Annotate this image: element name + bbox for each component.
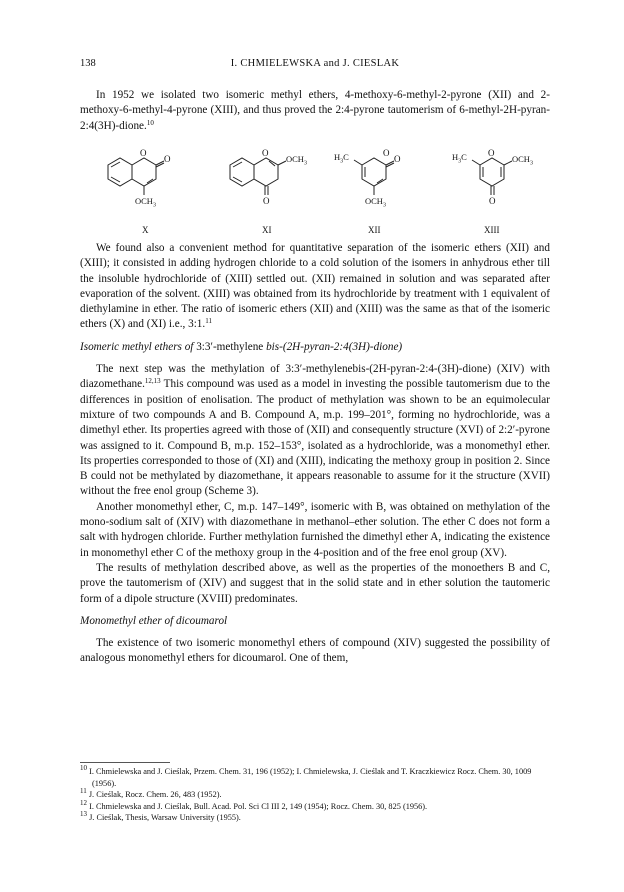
paragraph-results: The results of methylation described above, as well as the properties of the monoethers B and C, prove the tautomerism of (XIV) and suggest that in the solid state and in ether solution the tautomeric form of a dipole structure (XVIII) predominates. — [80, 561, 550, 605]
atom-h3c: $H_3C$ — [452, 152, 467, 165]
structure-xii — [354, 158, 394, 195]
footnote: $^{11}$ J. Cieślak, Rocz. Chem. 26, 483 (1952). — [80, 787, 222, 800]
citation-ref: 10 — [146, 118, 154, 127]
paragraph-dicoumarol: The existence of two isomeric monomethyl ethers of compound (XIV) suggested the possibility of analogous monomethyl ethers for dicoumarol. One of them, — [80, 637, 550, 665]
footnote: $^{13}$ J. Cieślak, Thesis, Warsaw University (1955). — [80, 810, 241, 823]
footnote: $^{10}$ I. Chmielewska and J. Cieślak, Przem. Chem. 31, 196 (1952); I. Chmielewska, J. Cieślak and T. Kraczkiewicz Rocz. Chem. 30, 1009 (1956). — [80, 764, 532, 788]
structure-xi — [230, 158, 286, 195]
atom-och3: $OCH_3$ — [286, 154, 307, 167]
structure-x — [108, 158, 164, 195]
footnotes — [80, 766, 550, 824]
body-text — [80, 241, 550, 667]
section-heading-isomeric-ethers: Isomeric methyl ethers of 3:3′-methylene bis-(2H-pyran-2:4(3H)-dione) — [80, 340, 403, 353]
running-header — [80, 58, 550, 74]
citation-ref: 11 — [205, 317, 212, 326]
atom-och3: $OCH_3$ — [512, 154, 533, 167]
structure-xiii — [472, 158, 512, 195]
pyrone-structures-figure — [80, 145, 550, 237]
paragraph-separation: We found also a convenient method for quantitative separation of the isomeric ethers (XII) and (XIII); it consisted in adding hydrogen chloride to a cold solution of the isomers in anhydrous ether till the insoluble hydrochloride of (XIII) settled out. (XII) remained in solution and was separated after evaporation of the solvent. (XIII) was obtained from its hydrochloride by treatment with 1 equivalent of diethylamine in ether. The ratio of isomeric ethers (XII) and (XIII) was the same as that of the isomeric ethers (X) and (XI) i.e., 3:1.11 — [80, 242, 550, 331]
footnote-rule — [80, 762, 170, 763]
intro-paragraph: In 1952 we isolated two isomeric methyl ethers, 4-methoxy-6-methyl-2-pyrone (XII) and 2-methoxy-6-methyl-4-pyrone (XIII), and thus proved the 2:4-pyrone tautomerism of 6-methyl-2H-pyran-2:4(3H)-dione.$^{10}$ — [80, 89, 550, 132]
structure-drawings — [80, 145, 550, 237]
compound-label-xi: XI — [262, 225, 272, 235]
intro-paragraph-block — [80, 88, 550, 134]
compound-label-x: X — [142, 225, 149, 235]
atom-o: O — [383, 148, 390, 158]
atom-h3c: $H_3C$ — [334, 152, 349, 165]
section-heading-dicoumarol: Monomethyl ether of dicoumarol — [80, 614, 228, 627]
atom-och3: $OCH_3$ — [135, 196, 156, 209]
compound-label-xiii: XIII — [484, 225, 500, 235]
page-number: 138 — [80, 58, 96, 69]
atom-och3: $OCH_3$ — [365, 196, 386, 209]
atom-o: O — [488, 148, 495, 158]
atom-o: O — [164, 154, 171, 164]
running-authors: I. CHMIELEWSKA and J. CIESLAK — [230, 58, 400, 69]
footnote: $^{12}$ I. Chmielewska and J. Cieślak, Bull. Acad. Pol. Sci Cl III 2, 149 (1954); Rocz. Chem. 30, 825 (1956). — [80, 798, 428, 811]
citation-ref: 12,13 — [144, 377, 161, 386]
atom-o: O — [140, 148, 147, 158]
paragraph-methylation: The next step was the methylation of 3:3′-methylenebis-(2H-pyran-2:4-(3H)-dione) (XIV) with diazomethane.$^{12,13}$ This compound was used as a model in investing the possible tautomerism due to the differences in position of enolisation. The product of methylation was shown to be an equimolecular mixture of two compounds A and B. Compound A, m.p. 199–201°, forming no hydrochloride, was a dimethyl ether. Its properties agreed with those of (XII) and consequently structure (XVI) of 2:2′-pyrone was assigned to it. Compound B, m.p. 152–153°, isolated as a hydrochloride, was a monomethyl ether. Its properties corresponded to those of (XI) and (XIII), indicating the methoxy group in position 2. Since B could not be methylated by diazomethane, it appears reasonable to assume for it the structure (XVII) without the free enol group (Scheme 3). — [80, 363, 550, 498]
compound-label-xii: XII — [368, 225, 381, 235]
atom-o: O — [394, 154, 401, 164]
paragraph-monomethyl-c: Another monomethyl ether, C, m.p. 147–149°, isomeric with B, was obtained on methylation of the mono-sodium salt of (XIV) with diazomethane in methanol–ether solution. The ether C does not form a salt with hydrogen chloride. Further methylation furnished the dimethyl ether A, indicating the existence in monomethyl ether C of the methoxy group in the 4-position and of the free enol group (XV). — [80, 500, 550, 559]
atom-o: O — [262, 148, 269, 158]
atom-o: O — [489, 196, 496, 206]
atom-o: O — [263, 196, 270, 206]
